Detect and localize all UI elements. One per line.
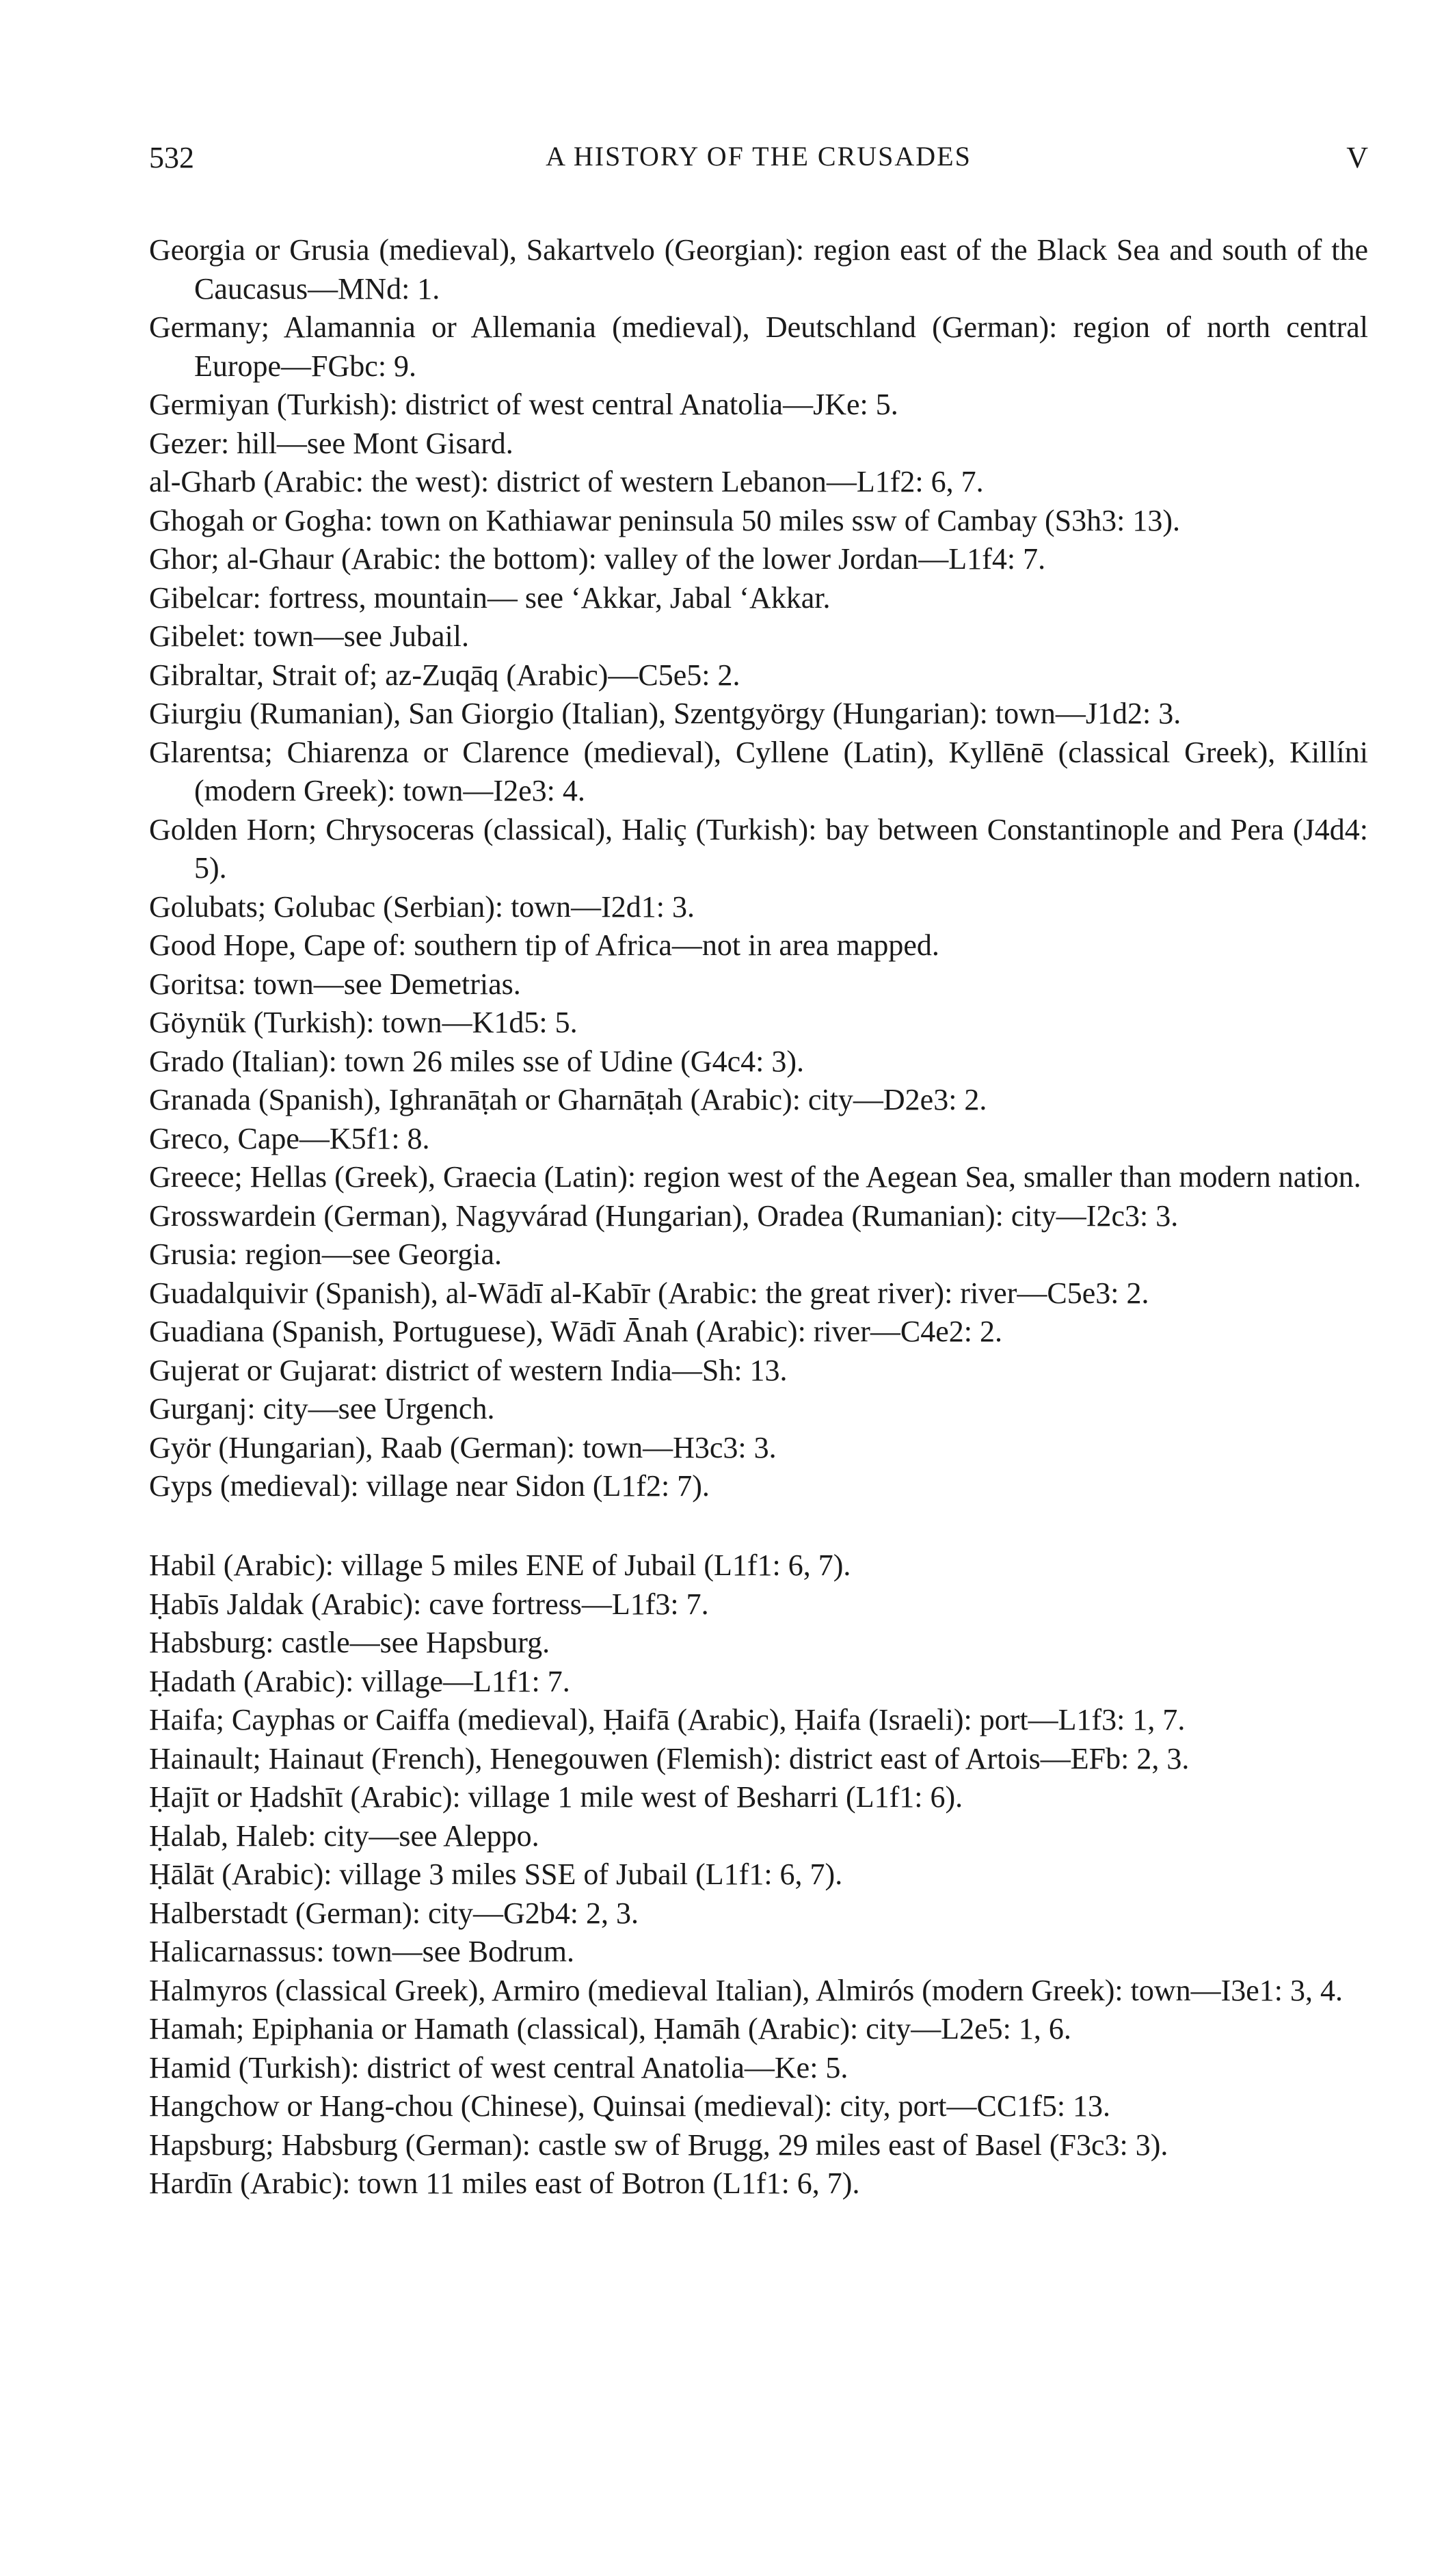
index-entry: Glarentsa; Chiarenza or Clarence (medieval), Cyllene (Latin), Kyllēnē (classical Greek), Killíni (modern Greek): town—I2e3: 4. <box>149 735 1368 807</box>
index-entry: Ḥālāt (Arabic): village 3 miles SSE of Jubail (L1f1: 6, 7). <box>149 1857 843 1891</box>
index-section-g <box>149 231 1368 1506</box>
index-entry: Gujerat or Gujarat: district of western India—Sh: 13. <box>149 1353 788 1387</box>
index-entry: Grado (Italian): town 26 miles sse of Udine (G4c4: 3). <box>149 1044 804 1078</box>
index-entry: Goritsa: town—see Demetrias. <box>149 967 521 1001</box>
index-entry: Germiyan (Turkish): district of west central Anatolia—JKe: 5. <box>149 388 898 421</box>
index-entry: Guadalquivir (Spanish), al-Wādī al-Kabīr (Arabic: the great river): river—C5e3: 2. <box>149 1276 1149 1310</box>
index-entry: Göynük (Turkish): town—K1d5: 5. <box>149 1006 578 1039</box>
index-entry: Granada (Spanish), Ighranāṭah or Gharnāṭah (Arabic): city—D2e3: 2. <box>149 1083 987 1116</box>
index-entry: Hapsburg; Habsburg (German): castle sw of Brugg, 29 miles east of Basel (F3c3: 3). <box>149 2128 1168 2162</box>
index-entry: Hainault; Hainaut (French), Henegouwen (Flemish): district east of Artois—EFb: 2, 3. <box>149 1741 1190 1775</box>
index-entry: al-Gharb (Arabic: the west): district of western Lebanon—L1f2: 6, 7. <box>149 465 984 498</box>
volume-number: V <box>1346 141 1368 174</box>
index-entry: Golubats; Golubac (Serbian): town—I2d1: 3. <box>149 889 695 924</box>
index-entry: Habsburg: castle—see Hapsburg. <box>149 1626 550 1659</box>
book-title: A HISTORY OF THE CRUSADES <box>546 141 972 172</box>
index-entry: Greece; Hellas (Greek), Graecia (Latin): region west of the Aegean Sea, smaller than modern nation. <box>149 1160 1361 1194</box>
index-entry: Hamah; Epiphania or Hamath (classical), Ḥamāh (Arabic): city—L2e5: 1, 6. <box>149 2012 1071 2045</box>
index-entry: Ghor; al-Ghaur (Arabic: the bottom): valley of the lower Jordan—L1f4: 7. <box>149 542 1046 576</box>
running-head <box>149 140 1368 181</box>
index-entry: Ḥajīt or Ḥadshīt (Arabic): village 1 mile west of Besharri (L1f1: 6). <box>149 1780 963 1814</box>
index-entry: Guadiana (Spanish, Portuguese), Wādī Ānah (Arabic): river—C4e2: 2. <box>149 1315 1002 1348</box>
index-entry: Ḥalab, Haleb: city—see Aleppo. <box>149 1819 539 1853</box>
index-entry: Halberstadt (German): city—G2b4: 2, 3. <box>149 1896 639 1930</box>
index-section-h <box>149 1546 1368 2203</box>
index-entry: Haifa; Cayphas or Caiffa (medieval), Ḥaifā (Arabic), Ḥaifa (Israeli): port—L1f3: 1, 7. <box>149 1703 1186 1736</box>
index-entry: Gezer: hill—see Mont Gisard. <box>149 426 513 460</box>
index-entry: Germany; Alamannia or Allemania (medieval), Deutschland (German): region of north central Europe—FGbc: 9. <box>149 310 1368 383</box>
index-entry: Good Hope, Cape of: southern tip of Africa—not in area mapped. <box>149 928 939 962</box>
index-entry: Grosswardein (German), Nagyvárad (Hungarian), Oradea (Rumanian): city—I2c3: 3. <box>149 1198 1179 1233</box>
index-entry: Greco, Cape—K5f1: 8. <box>149 1121 430 1155</box>
index-entry: Hardīn (Arabic): town 11 miles east of Botron (L1f1: 6, 7). <box>149 2166 860 2200</box>
index-entry: Gibraltar, Strait of; az-Zuqāq (Arabic)—C5e5: 2. <box>149 658 740 692</box>
index-entry: Hamid (Turkish): district of west central Anatolia—Ke: 5. <box>149 2050 848 2084</box>
index-entry: Habil (Arabic): village 5 miles ENE of Jubail (L1f1: 6, 7). <box>149 1548 851 1582</box>
index-entry: Ghogah or Gogha: town on Kathiawar peninsula 50 miles ssw of Cambay (S3h3: 13). <box>149 503 1180 537</box>
index-entry: Gibelet: town—see Jubail. <box>149 619 470 653</box>
index-entry: Hangchow or Hang-chou (Chinese), Quinsai (medieval): city, port—CC1f5: 13. <box>149 2089 1111 2123</box>
index-entry: Golden Horn; Chrysoceras (classical), Haliç (Turkish): bay between Constantinople and Pera (J4d4: 5). <box>149 812 1368 885</box>
index-entry: Grusia: region—see Georgia. <box>149 1237 503 1271</box>
index-entry: Gurganj: city—see Urgench. <box>149 1392 495 1425</box>
index-entry: Gibelcar: fortress, mountain— see ‘Akkar, Jabal ‘Akkar. <box>149 580 831 615</box>
index-entry: Ḥadath (Arabic): village—L1f1: 7. <box>149 1664 570 1698</box>
index-entry: Ḥabīs Jaldak (Arabic): cave fortress—L1f3: 7. <box>149 1587 709 1621</box>
index-entry: Halicarnassus: town—see Bodrum. <box>149 1935 574 1968</box>
index-entry: Györ (Hungarian), Raab (German): town—H3c3: 3. <box>149 1430 777 1464</box>
index-entry: Georgia or Grusia (medieval), Sakartvelo (Georgian): region east of the Black Sea and south of the Caucasus—MNd: 1. <box>149 233 1368 306</box>
index-entry: Giurgiu (Rumanian), San Giorgio (Italian), Szentgyörgy (Hungarian): town—J1d2: 3. <box>149 697 1181 730</box>
page-number: 532 <box>149 141 194 174</box>
index-entry: Gyps (medieval): village near Sidon (L1f2: 7). <box>149 1469 710 1503</box>
index-entry: Halmyros (classical Greek), Armiro (medieval Italian), Almirós (modern Greek): town—I3e1: 3, 4. <box>149 1973 1343 2007</box>
